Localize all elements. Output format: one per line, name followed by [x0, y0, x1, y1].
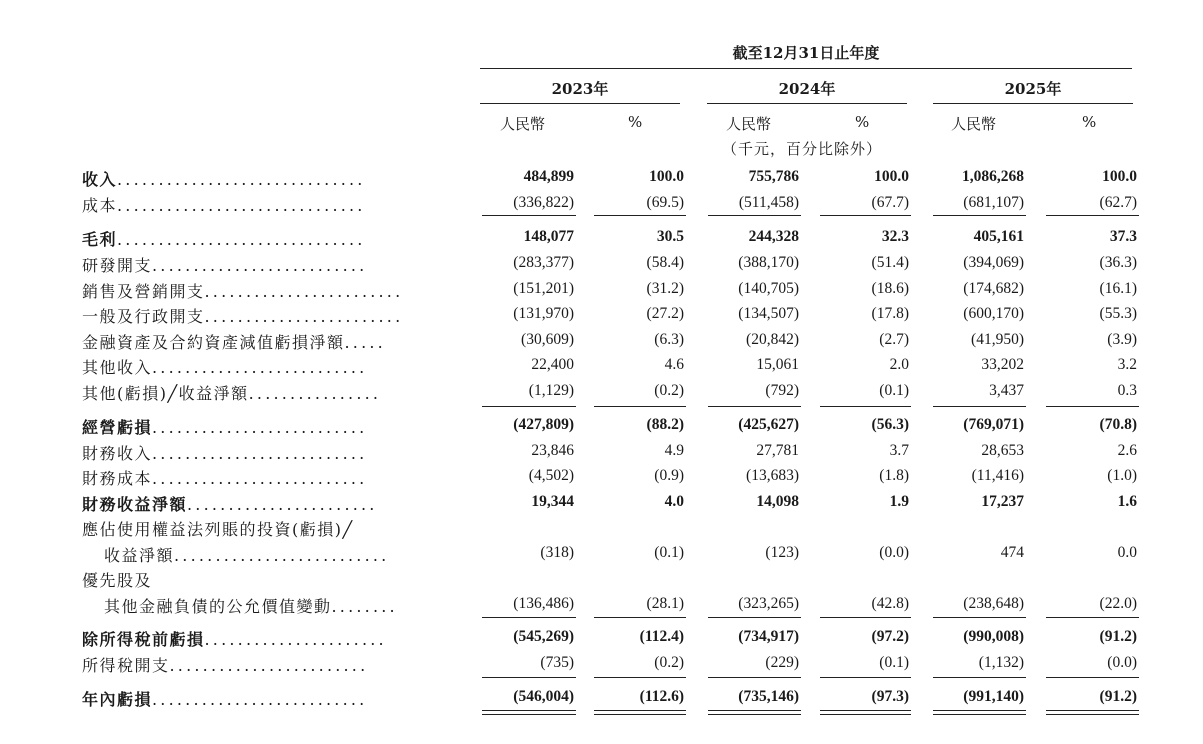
percent-cell: (31.2)	[646, 280, 684, 297]
amount-cell: (30,609)	[521, 331, 574, 348]
year-2023: 2023年	[551, 80, 609, 98]
row-label	[82, 415, 367, 438]
amount-cell: 22,400	[531, 356, 574, 373]
year-2024: 2024年	[778, 80, 836, 98]
subtotal-rule	[933, 215, 1026, 216]
leader-dots: ..........................	[152, 358, 368, 377]
amount-cell: (238,648)	[963, 595, 1024, 612]
amount-cell: (123)	[765, 544, 799, 561]
percent-cell: 100.0	[649, 168, 684, 185]
amount-cell: (134,507)	[738, 305, 799, 322]
percent-cell: (88.2)	[646, 416, 684, 433]
amount-cell: (388,170)	[738, 254, 799, 271]
percent-cell: (28.1)	[646, 595, 684, 612]
amount-cell: 405,161	[973, 228, 1024, 245]
percent-cell: (0.0)	[1107, 654, 1137, 671]
total-double-rule	[820, 710, 911, 715]
percent-cell: (0.1)	[879, 654, 909, 671]
subtotal-rule	[820, 677, 911, 678]
year-rule-2025	[933, 103, 1133, 104]
percent-cell: (62.7)	[1099, 194, 1137, 211]
percent-cell: 0.0	[1117, 544, 1137, 561]
amount-cell: 19,344	[531, 493, 574, 510]
amount-cell: 755,786	[748, 168, 799, 185]
leader-dots: ..............................	[117, 230, 366, 249]
row-label-text: 銷售及營銷開支	[82, 282, 205, 301]
amount-cell: (735)	[540, 654, 574, 671]
amount-cell: (11,416)	[971, 467, 1024, 484]
amount-cell: (41,950)	[971, 331, 1024, 348]
percent-cell: 2.6	[1117, 442, 1137, 459]
percent-cell: (97.3)	[871, 688, 909, 705]
row-label	[82, 381, 381, 404]
percent-cell: (0.0)	[879, 544, 909, 561]
row-label	[82, 517, 354, 540]
amount-cell: (131,970)	[513, 305, 574, 322]
subtotal-rule	[482, 617, 576, 618]
leader-dots: ......................	[204, 630, 387, 649]
row-label-text: 財務收益淨額	[82, 495, 188, 514]
percent-cell: 1.6	[1117, 493, 1137, 510]
row-label	[82, 568, 152, 591]
leader-dots: ................	[248, 384, 382, 403]
percent-cell: (6.3)	[654, 331, 684, 348]
subtotal-rule	[708, 406, 801, 407]
row-label-text: 收入	[82, 170, 118, 189]
row-label	[82, 330, 386, 353]
subtotal-rule	[708, 677, 801, 678]
row-label-text: 其他收入	[82, 358, 153, 377]
row-label	[82, 193, 366, 216]
row-label	[82, 227, 366, 250]
leader-dots: ........................	[204, 307, 404, 326]
percent-label-2023: %	[628, 113, 643, 131]
total-double-rule	[594, 710, 686, 715]
leader-dots: ..........................	[174, 546, 390, 565]
amount-cell: (511,458)	[738, 194, 799, 211]
amount-cell: (990,008)	[963, 628, 1024, 645]
subtotal-rule	[933, 617, 1026, 618]
percent-cell: 0.3	[1117, 382, 1137, 399]
amount-cell: (136,486)	[513, 595, 574, 612]
amount-cell: (1,129)	[528, 382, 574, 399]
percent-cell: (112.4)	[639, 628, 684, 645]
year-rule-2024	[707, 103, 907, 104]
percent-cell: (1.8)	[879, 467, 909, 484]
percent-cell: (97.2)	[871, 628, 909, 645]
row-label-text: 成本	[82, 196, 118, 215]
currency-label-2024: 人民幣	[726, 115, 772, 133]
amount-cell: (681,107)	[963, 194, 1024, 211]
amount-cell: (425,627)	[738, 416, 799, 433]
percent-cell: (0.9)	[654, 467, 684, 484]
total-double-rule	[708, 710, 801, 715]
subtotal-rule	[482, 215, 576, 216]
amount-cell: 17,237	[981, 493, 1024, 510]
percent-label-2025: %	[1082, 113, 1097, 131]
row-label	[82, 304, 403, 327]
subtotal-rule	[1046, 677, 1139, 678]
period-title: 截至12月31日止年度	[732, 44, 880, 62]
row-label	[104, 543, 389, 566]
amount-cell: (20,842)	[746, 331, 799, 348]
amount-cell: (13,683)	[746, 467, 799, 484]
amount-cell: (140,705)	[738, 280, 799, 297]
leader-dots: ..............................	[117, 170, 366, 189]
subtotal-rule	[820, 215, 911, 216]
percent-cell: (67.7)	[871, 194, 909, 211]
percent-cell: (58.4)	[646, 254, 684, 271]
amount-cell: (336,822)	[513, 194, 574, 211]
amount-cell: 28,653	[981, 442, 1024, 459]
leader-dots: ..........................	[152, 469, 368, 488]
subtotal-rule	[708, 215, 801, 216]
percent-cell: 2.0	[889, 356, 909, 373]
header-rule	[480, 68, 1132, 69]
percent-cell: (42.8)	[871, 595, 909, 612]
percent-cell: (69.5)	[646, 194, 684, 211]
leader-dots: ..........................	[152, 418, 368, 437]
total-double-rule	[933, 710, 1026, 715]
subtotal-rule	[1046, 406, 1139, 407]
row-label-text: 其他金融負債的公允價值變動	[104, 597, 332, 616]
subtotal-rule	[1046, 617, 1139, 618]
leader-dots: ........	[331, 597, 398, 616]
row-label	[82, 627, 387, 650]
amount-cell: (394,069)	[963, 254, 1024, 271]
percent-cell: (17.8)	[871, 305, 909, 322]
subtotal-rule	[1046, 215, 1139, 216]
row-label	[82, 441, 367, 464]
subtotal-rule	[594, 215, 686, 216]
amount-cell: 3,437	[989, 382, 1024, 399]
percent-cell: 3.2	[1117, 356, 1137, 373]
percent-cell: (0.2)	[654, 382, 684, 399]
row-label	[82, 253, 367, 276]
percent-label-2024: %	[855, 113, 870, 131]
amount-cell: 33,202	[981, 356, 1024, 373]
percent-cell: (2.7)	[879, 331, 909, 348]
amount-cell: (4,502)	[528, 467, 574, 484]
row-label-text: 年內虧損	[82, 690, 153, 709]
percent-cell: (16.1)	[1099, 280, 1137, 297]
total-double-rule	[482, 710, 576, 715]
row-label-text: 優先股及	[82, 571, 153, 590]
row-label	[82, 653, 368, 676]
percent-cell: (18.6)	[871, 280, 909, 297]
percent-cell: 4.6	[664, 356, 684, 373]
amount-cell: 14,098	[756, 493, 799, 510]
amount-cell: 15,061	[756, 356, 799, 373]
percent-cell: (22.0)	[1099, 595, 1137, 612]
amount-cell: 474	[1000, 544, 1024, 561]
percent-cell: (91.2)	[1099, 628, 1137, 645]
leader-dots: .......................	[187, 495, 378, 514]
amount-cell: 1,086,268	[962, 168, 1024, 185]
percent-cell: (27.2)	[646, 305, 684, 322]
percent-cell: (0.1)	[654, 544, 684, 561]
amount-cell: 484,899	[523, 168, 574, 185]
amount-cell: (600,170)	[963, 305, 1024, 322]
amount-cell: 244,328	[748, 228, 799, 245]
percent-cell: (56.3)	[871, 416, 909, 433]
currency-label-2023: 人民幣	[500, 115, 546, 133]
amount-cell: (546,004)	[513, 688, 574, 705]
row-label-text: 經營虧損	[82, 418, 153, 437]
percent-cell: (1.0)	[1107, 467, 1137, 484]
amount-cell: (427,809)	[513, 416, 574, 433]
percent-cell: (112.6)	[639, 688, 684, 705]
amount-cell: 27,781	[756, 442, 799, 459]
amount-cell: (545,269)	[513, 628, 574, 645]
amount-cell: (792)	[765, 382, 799, 399]
percent-cell: 37.3	[1109, 228, 1137, 245]
leader-dots: ..............................	[117, 196, 366, 215]
amount-cell: 23,846	[531, 442, 574, 459]
row-label-text: 財務收入	[82, 444, 153, 463]
subtotal-rule	[933, 406, 1026, 407]
amount-cell: (323,265)	[738, 595, 799, 612]
amount-cell: (151,201)	[513, 280, 574, 297]
unit-note: （千元，百分比除外）	[722, 140, 883, 158]
row-label-text: 其他(虧損)╱收益淨額	[82, 384, 249, 403]
subtotal-rule	[482, 677, 576, 678]
row-label-text: 收益淨額	[104, 546, 175, 565]
amount-cell: (318)	[540, 544, 574, 561]
subtotal-rule	[820, 617, 911, 618]
percent-cell: (91.2)	[1099, 688, 1137, 705]
percent-cell: 32.3	[881, 228, 909, 245]
percent-cell: 100.0	[1102, 168, 1137, 185]
row-label-text: 一般及行政開支	[82, 307, 205, 326]
leader-dots: ..........................	[152, 444, 368, 463]
percent-cell: (51.4)	[871, 254, 909, 271]
row-label-text: 毛利	[82, 230, 118, 249]
row-label	[82, 466, 367, 489]
row-label-text: 研發開支	[82, 256, 153, 275]
amount-cell: (283,377)	[513, 254, 574, 271]
percent-cell: 4.9	[664, 442, 684, 459]
amount-cell: (174,682)	[963, 280, 1024, 297]
leader-dots: ..........................	[152, 690, 368, 709]
amount-cell: (1,132)	[978, 654, 1024, 671]
row-label	[82, 492, 378, 515]
row-label-text: 應佔使用權益法列賬的投資(虧損)╱	[82, 520, 354, 539]
percent-cell: (3.9)	[1107, 331, 1137, 348]
amount-cell: (735,146)	[738, 688, 799, 705]
percent-cell: 4.0	[664, 493, 684, 510]
leader-dots: ........................	[204, 282, 404, 301]
row-label	[82, 279, 403, 302]
subtotal-rule	[820, 406, 911, 407]
subtotal-rule	[594, 617, 686, 618]
row-label-text: 財務成本	[82, 469, 153, 488]
subtotal-rule	[933, 677, 1026, 678]
amount-cell: (229)	[765, 654, 799, 671]
percent-cell: 30.5	[656, 228, 684, 245]
row-label-text: 金融資產及合約資產減值虧損淨額	[82, 333, 345, 352]
amount-cell: 148,077	[523, 228, 574, 245]
row-label	[104, 594, 398, 617]
subtotal-rule	[594, 677, 686, 678]
subtotal-rule	[708, 617, 801, 618]
percent-cell: (55.3)	[1099, 305, 1137, 322]
row-label-text: 所得稅開支	[82, 656, 170, 675]
year-rule-2023	[480, 103, 680, 104]
row-label-text: 除所得稅前虧損	[82, 630, 205, 649]
percent-cell: (0.2)	[654, 654, 684, 671]
percent-cell: 1.9	[889, 493, 909, 510]
amount-cell: (769,071)	[963, 416, 1024, 433]
leader-dots: ..........................	[152, 256, 368, 275]
percent-cell: (0.1)	[879, 382, 909, 399]
currency-label-2025: 人民幣	[951, 115, 997, 133]
amount-cell: (734,917)	[738, 628, 799, 645]
percent-cell: (70.8)	[1099, 416, 1137, 433]
leader-dots: .....	[344, 333, 386, 352]
percent-cell: 100.0	[874, 168, 909, 185]
leader-dots: ........................	[169, 656, 369, 675]
row-label	[82, 167, 366, 190]
percent-cell: 3.7	[889, 442, 909, 459]
subtotal-rule	[594, 406, 686, 407]
row-label	[82, 687, 367, 710]
total-double-rule	[1046, 710, 1139, 715]
percent-cell: (36.3)	[1099, 254, 1137, 271]
row-label	[82, 355, 367, 378]
year-2025: 2025年	[1004, 80, 1062, 98]
amount-cell: (991,140)	[963, 688, 1024, 705]
subtotal-rule	[482, 406, 576, 407]
